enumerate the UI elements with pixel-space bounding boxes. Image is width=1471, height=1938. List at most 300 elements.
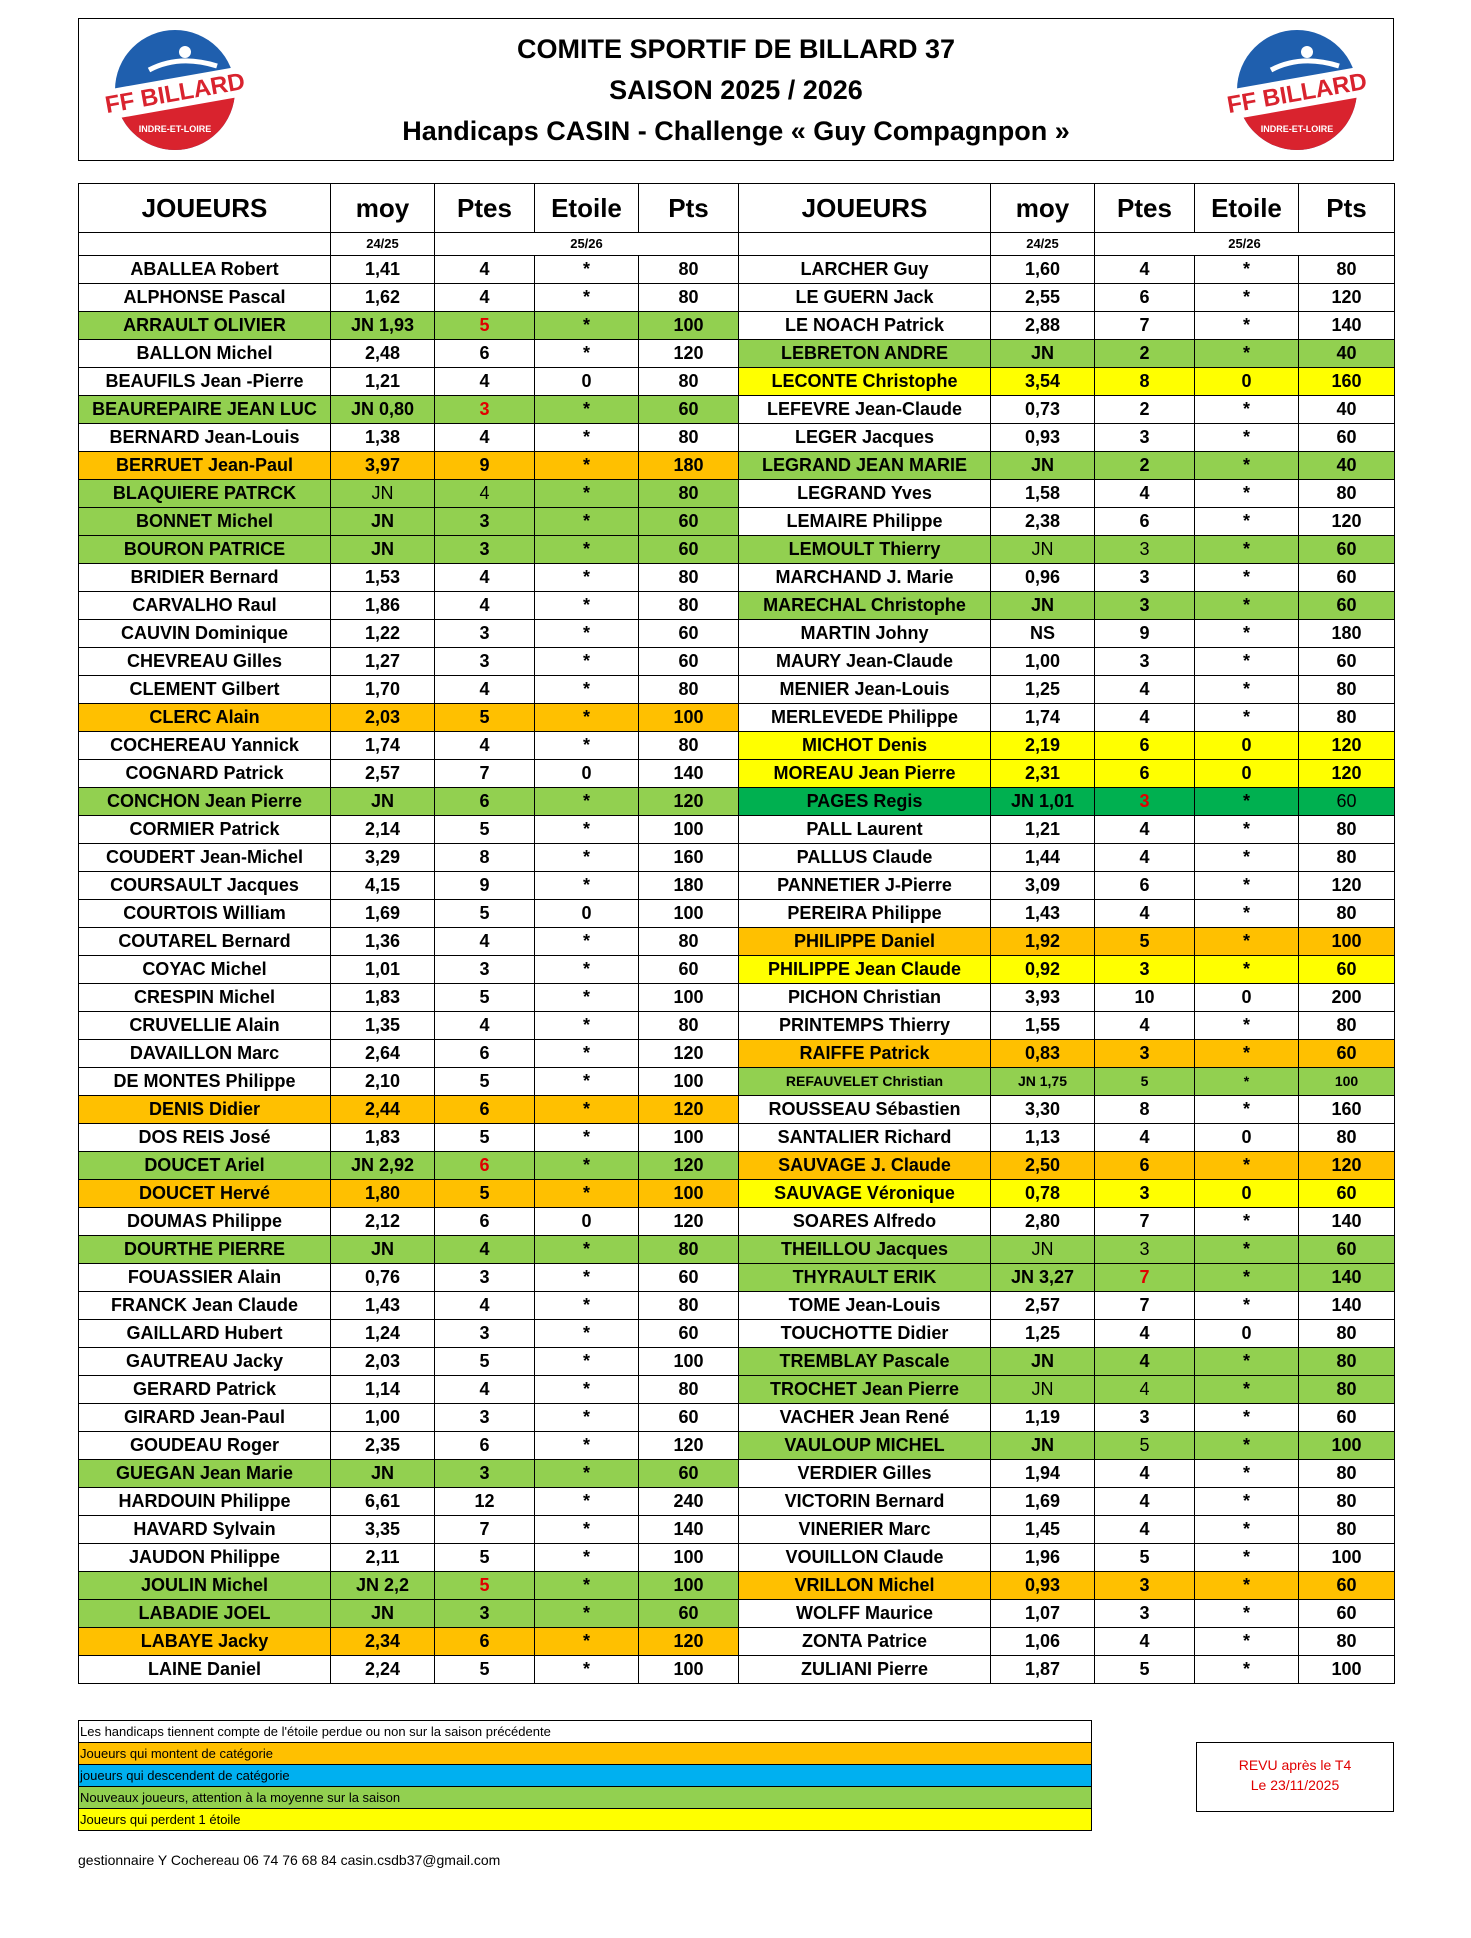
cell-moy: 1,60 xyxy=(991,256,1095,284)
cell-etoile: * xyxy=(535,1600,639,1628)
cell-name: GIRARD Jean-Paul xyxy=(79,1404,331,1432)
cell-ptes: 6 xyxy=(435,1628,535,1656)
cell-ptes: 6 xyxy=(1095,760,1195,788)
cell-name: LAINE Daniel xyxy=(79,1656,331,1684)
cell-name: CRUVELLIE Alain xyxy=(79,1012,331,1040)
cell-ptes: 5 xyxy=(435,984,535,1012)
table-row xyxy=(79,1012,1395,1040)
cell-pts: 80 xyxy=(639,564,739,592)
cell-pts: 100 xyxy=(639,312,739,340)
col-joueurs-left: JOUEURS xyxy=(79,184,331,233)
cell-ptes: 2 xyxy=(1095,340,1195,368)
ff-billard-logo-left xyxy=(89,28,261,152)
cell-name: GAILLARD Hubert xyxy=(79,1320,331,1348)
cell-ptes: 4 xyxy=(435,928,535,956)
table-row xyxy=(79,592,1395,620)
cell-name: PHILIPPE Daniel xyxy=(739,928,991,956)
logo-text: FF BILLARD xyxy=(103,67,248,120)
cell-ptes: 5 xyxy=(435,312,535,340)
cell-etoile: * xyxy=(535,620,639,648)
table-row xyxy=(79,1432,1395,1460)
cell-pts: 100 xyxy=(639,1544,739,1572)
cell-name: BALLON Michel xyxy=(79,340,331,368)
cell-moy: 1,44 xyxy=(991,844,1095,872)
cell-ptes: 3 xyxy=(435,1264,535,1292)
cell-moy: JN xyxy=(331,1460,435,1488)
cell-moy: 2,50 xyxy=(991,1152,1095,1180)
cell-pts: 80 xyxy=(1299,256,1395,284)
cell-name: DOS REIS José xyxy=(79,1124,331,1152)
table-subheader-row xyxy=(79,233,1395,256)
cell-ptes: 3 xyxy=(1095,1180,1195,1208)
table-row xyxy=(79,452,1395,480)
cell-name: MAURY Jean-Claude xyxy=(739,648,991,676)
cell-etoile: 0 xyxy=(535,760,639,788)
cell-etoile: * xyxy=(1195,1516,1299,1544)
cell-ptes: 6 xyxy=(435,1208,535,1236)
cell-moy: 0,93 xyxy=(991,424,1095,452)
header-box xyxy=(78,18,1394,161)
cell-pts: 60 xyxy=(1299,1180,1395,1208)
table-row xyxy=(79,396,1395,424)
cell-pts: 100 xyxy=(639,816,739,844)
cell-moy: JN xyxy=(331,508,435,536)
cell-ptes: 6 xyxy=(1095,732,1195,760)
cell-pts: 80 xyxy=(639,256,739,284)
legend xyxy=(78,1720,1092,1831)
cell-ptes: 3 xyxy=(1095,1572,1195,1600)
cell-name: BONNET Michel xyxy=(79,508,331,536)
cell-etoile: * xyxy=(535,396,639,424)
logo-subtext: INDRE-ET-LOIRE xyxy=(1260,124,1334,134)
cell-etoile: * xyxy=(1195,480,1299,508)
cell-etoile: * xyxy=(535,284,639,312)
cell-name: ZONTA Patrice xyxy=(739,1628,991,1656)
cell-name: PICHON Christian xyxy=(739,984,991,1012)
cell-ptes: 7 xyxy=(435,760,535,788)
cell-moy: JN xyxy=(991,1236,1095,1264)
cell-etoile: * xyxy=(535,424,639,452)
cell-name: BERNARD Jean-Louis xyxy=(79,424,331,452)
cell-name: CLERC Alain xyxy=(79,704,331,732)
cell-etoile: * xyxy=(1195,284,1299,312)
cell-name: ARRAULT OLIVIER xyxy=(79,312,331,340)
cell-name: SOARES Alfredo xyxy=(739,1208,991,1236)
cell-pts: 100 xyxy=(639,900,739,928)
cell-name: DOUCET Ariel xyxy=(79,1152,331,1180)
cell-pts: 120 xyxy=(639,788,739,816)
cell-name: ABALLEA Robert xyxy=(79,256,331,284)
cell-etoile: * xyxy=(1195,900,1299,928)
cell-moy: 1,53 xyxy=(331,564,435,592)
legend-item: Nouveaux joueurs, attention à la moyenne sur la saison xyxy=(79,1786,1091,1808)
cell-moy: 1,38 xyxy=(331,424,435,452)
cell-ptes: 4 xyxy=(1095,1628,1195,1656)
cell-pts: 80 xyxy=(639,732,739,760)
table-row xyxy=(79,1376,1395,1404)
cell-moy: 1,00 xyxy=(331,1404,435,1432)
cell-moy: 6,61 xyxy=(331,1488,435,1516)
cell-ptes: 4 xyxy=(1095,256,1195,284)
cell-etoile: * xyxy=(535,1292,639,1320)
cell-moy: 1,25 xyxy=(991,676,1095,704)
cell-moy: 1,86 xyxy=(331,592,435,620)
cell-moy: 1,06 xyxy=(991,1628,1095,1656)
cell-ptes: 2 xyxy=(1095,452,1195,480)
cell-name: SANTALIER Richard xyxy=(739,1124,991,1152)
cell-ptes: 3 xyxy=(435,1404,535,1432)
cell-name: VRILLON Michel xyxy=(739,1572,991,1600)
cell-pts: 120 xyxy=(1299,732,1395,760)
cell-pts: 120 xyxy=(1299,284,1395,312)
cell-moy: 2,12 xyxy=(331,1208,435,1236)
cell-ptes: 7 xyxy=(1095,1208,1195,1236)
cell-etoile: * xyxy=(1195,1376,1299,1404)
cell-moy: 2,64 xyxy=(331,1040,435,1068)
cell-pts: 60 xyxy=(1299,1572,1395,1600)
cell-etoile: * xyxy=(535,1488,639,1516)
cell-ptes: 12 xyxy=(435,1488,535,1516)
cell-ptes: 4 xyxy=(435,1236,535,1264)
cell-pts: 60 xyxy=(1299,424,1395,452)
cell-pts: 40 xyxy=(1299,452,1395,480)
table-row xyxy=(79,1040,1395,1068)
cell-ptes: 8 xyxy=(435,844,535,872)
cell-pts: 60 xyxy=(1299,788,1395,816)
cell-etoile: * xyxy=(1195,1628,1299,1656)
cell-ptes: 6 xyxy=(1095,508,1195,536)
cell-moy: 1,69 xyxy=(991,1488,1095,1516)
cell-etoile: * xyxy=(535,1152,639,1180)
cell-ptes: 3 xyxy=(435,956,535,984)
cell-name: PRINTEMPS Thierry xyxy=(739,1012,991,1040)
cell-moy: 2,57 xyxy=(331,760,435,788)
cell-pts: 60 xyxy=(1299,648,1395,676)
cell-name: MARTIN Johny xyxy=(739,620,991,648)
cell-ptes: 3 xyxy=(1095,956,1195,984)
cell-moy: 2,03 xyxy=(331,1348,435,1376)
cell-name: COURTOIS William xyxy=(79,900,331,928)
cell-pts: 80 xyxy=(1299,676,1395,704)
table-row xyxy=(79,844,1395,872)
sub-moy-season: 24/25 xyxy=(331,233,435,256)
cell-etoile: * xyxy=(1195,816,1299,844)
cell-etoile: * xyxy=(535,1180,639,1208)
cell-name: RAIFFE Patrick xyxy=(739,1040,991,1068)
cell-etoile: * xyxy=(535,536,639,564)
cell-pts: 100 xyxy=(639,1180,739,1208)
table-row xyxy=(79,1600,1395,1628)
cell-name: LE GUERN Jack xyxy=(739,284,991,312)
cell-moy: 1,19 xyxy=(991,1404,1095,1432)
cell-pts: 120 xyxy=(639,1208,739,1236)
cell-pts: 100 xyxy=(639,704,739,732)
cell-ptes: 3 xyxy=(435,1460,535,1488)
cell-moy: JN xyxy=(331,480,435,508)
cell-name: TOME Jean-Louis xyxy=(739,1292,991,1320)
cell-name: VACHER Jean René xyxy=(739,1404,991,1432)
cell-moy: 0,96 xyxy=(991,564,1095,592)
cell-name: LEMOULT Thierry xyxy=(739,536,991,564)
cell-moy: 2,44 xyxy=(331,1096,435,1124)
cell-name: DOURTHE PIERRE xyxy=(79,1236,331,1264)
cell-pts: 60 xyxy=(639,396,739,424)
cell-etoile: 0 xyxy=(1195,1320,1299,1348)
table-row xyxy=(79,1572,1395,1600)
cell-pts: 120 xyxy=(1299,508,1395,536)
cell-pts: 100 xyxy=(639,1068,739,1096)
cell-ptes: 3 xyxy=(435,1600,535,1628)
cell-name: LEGER Jacques xyxy=(739,424,991,452)
cell-pts: 60 xyxy=(639,1460,739,1488)
cell-moy: 1,87 xyxy=(991,1656,1095,1684)
cell-moy: 1,92 xyxy=(991,928,1095,956)
sub-etoile-season: 25/26 xyxy=(1095,233,1395,256)
cell-ptes: 6 xyxy=(435,1152,535,1180)
cell-name: TREMBLAY Pascale xyxy=(739,1348,991,1376)
cell-pts: 80 xyxy=(1299,1488,1395,1516)
cell-name: LE NOACH Patrick xyxy=(739,312,991,340)
table-row xyxy=(79,1460,1395,1488)
cell-ptes: 6 xyxy=(1095,284,1195,312)
cell-etoile: * xyxy=(1195,1068,1299,1096)
cell-name: MICHOT Denis xyxy=(739,732,991,760)
cell-moy: 1,62 xyxy=(331,284,435,312)
cell-ptes: 4 xyxy=(1095,816,1195,844)
col-moy-left: moy xyxy=(331,184,435,233)
cell-moy: 2,80 xyxy=(991,1208,1095,1236)
table-row xyxy=(79,1292,1395,1320)
cell-pts: 60 xyxy=(1299,956,1395,984)
cell-pts: 60 xyxy=(1299,536,1395,564)
cell-ptes: 4 xyxy=(1095,1124,1195,1152)
title-block xyxy=(269,29,1203,152)
cell-name: CRESPIN Michel xyxy=(79,984,331,1012)
cell-ptes: 4 xyxy=(1095,1012,1195,1040)
cell-etoile: * xyxy=(1195,508,1299,536)
cell-moy: JN xyxy=(991,1432,1095,1460)
cell-ptes: 5 xyxy=(1095,1544,1195,1572)
cell-etoile: * xyxy=(1195,564,1299,592)
cell-ptes: 9 xyxy=(435,872,535,900)
cell-moy: 2,10 xyxy=(331,1068,435,1096)
cell-moy: JN xyxy=(991,592,1095,620)
cell-pts: 80 xyxy=(639,1376,739,1404)
cell-name: VOUILLON Claude xyxy=(739,1544,991,1572)
cell-pts: 100 xyxy=(639,1572,739,1600)
cell-moy: 1,94 xyxy=(991,1460,1095,1488)
cell-name: CLEMENT Gilbert xyxy=(79,676,331,704)
cell-pts: 100 xyxy=(639,1124,739,1152)
title-line-2: SAISON 2025 / 2026 xyxy=(609,75,863,105)
cell-ptes: 6 xyxy=(435,788,535,816)
cell-moy: 1,41 xyxy=(331,256,435,284)
cell-pts: 120 xyxy=(639,1040,739,1068)
cell-ptes: 4 xyxy=(435,564,535,592)
table-header-row xyxy=(79,184,1395,233)
cell-etoile: * xyxy=(1195,1264,1299,1292)
cell-pts: 80 xyxy=(639,480,739,508)
cell-pts: 120 xyxy=(1299,760,1395,788)
cell-pts: 140 xyxy=(639,1516,739,1544)
cell-ptes: 3 xyxy=(1095,1040,1195,1068)
cell-moy: 1,35 xyxy=(331,1012,435,1040)
table-row xyxy=(79,928,1395,956)
cell-etoile: * xyxy=(1195,1348,1299,1376)
cell-moy: 3,93 xyxy=(991,984,1095,1012)
revision-line-1: REVU après le T4 xyxy=(1238,1757,1352,1773)
cell-etoile: * xyxy=(535,1376,639,1404)
cell-moy: 3,97 xyxy=(331,452,435,480)
cell-ptes: 4 xyxy=(435,676,535,704)
cell-moy: 2,55 xyxy=(991,284,1095,312)
cell-name: WOLFF Maurice xyxy=(739,1600,991,1628)
cell-name: LABAYE Jacky xyxy=(79,1628,331,1656)
cell-ptes: 3 xyxy=(1095,564,1195,592)
cell-name: VINERIER Marc xyxy=(739,1516,991,1544)
cell-ptes: 8 xyxy=(1095,368,1195,396)
cell-etoile: * xyxy=(1195,452,1299,480)
col-joueurs-right: JOUEURS xyxy=(739,184,991,233)
table-row xyxy=(79,256,1395,284)
cell-etoile: * xyxy=(535,480,639,508)
cell-ptes: 5 xyxy=(435,1656,535,1684)
table-row xyxy=(79,424,1395,452)
table-row xyxy=(79,284,1395,312)
cell-pts: 60 xyxy=(639,620,739,648)
cell-name: LEFEVRE Jean-Claude xyxy=(739,396,991,424)
cell-moy: 1,22 xyxy=(331,620,435,648)
cell-moy: 1,55 xyxy=(991,1012,1095,1040)
cell-pts: 60 xyxy=(1299,1236,1395,1264)
cell-moy: 0,92 xyxy=(991,956,1095,984)
cell-moy: 1,00 xyxy=(991,648,1095,676)
cell-name: MOREAU Jean Pierre xyxy=(739,760,991,788)
cell-name: LEBRETON ANDRE xyxy=(739,340,991,368)
table-row xyxy=(79,1124,1395,1152)
table-row xyxy=(79,480,1395,508)
table-row xyxy=(79,648,1395,676)
cell-moy: 1,24 xyxy=(331,1320,435,1348)
cell-name: JOULIN Michel xyxy=(79,1572,331,1600)
cell-etoile: * xyxy=(1195,1488,1299,1516)
cell-ptes: 6 xyxy=(435,1096,535,1124)
cell-etoile: * xyxy=(1195,648,1299,676)
cell-ptes: 3 xyxy=(1095,536,1195,564)
cell-moy: 2,11 xyxy=(331,1544,435,1572)
cell-ptes: 5 xyxy=(435,1124,535,1152)
cell-moy: JN xyxy=(991,1376,1095,1404)
legend-item: Joueurs qui perdent 1 étoile xyxy=(79,1808,1091,1830)
cell-moy: 0,78 xyxy=(991,1180,1095,1208)
cell-moy: 1,07 xyxy=(991,1600,1095,1628)
table-row xyxy=(79,956,1395,984)
cell-etoile: * xyxy=(535,340,639,368)
cell-name: COUDERT Jean-Michel xyxy=(79,844,331,872)
cell-ptes: 3 xyxy=(435,536,535,564)
cell-name: BEAUREPAIRE JEAN LUC xyxy=(79,396,331,424)
cell-ptes: 3 xyxy=(435,396,535,424)
title-line-1: COMITE SPORTIF DE BILLARD 37 xyxy=(516,34,956,64)
cell-etoile: 0 xyxy=(535,368,639,396)
cell-name: GUEGAN Jean Marie xyxy=(79,1460,331,1488)
cell-etoile: 0 xyxy=(1195,368,1299,396)
cell-moy: 1,83 xyxy=(331,984,435,1012)
cell-ptes: 4 xyxy=(1095,1516,1195,1544)
table-row xyxy=(79,760,1395,788)
cell-name: DAVAILLON Marc xyxy=(79,1040,331,1068)
col-moy-right: moy xyxy=(991,184,1095,233)
cell-ptes: 5 xyxy=(435,1572,535,1600)
cell-moy: JN xyxy=(331,788,435,816)
table-row xyxy=(79,816,1395,844)
cell-ptes: 6 xyxy=(435,1040,535,1068)
cell-pts: 80 xyxy=(1299,844,1395,872)
cell-ptes: 3 xyxy=(435,508,535,536)
cell-pts: 160 xyxy=(1299,1096,1395,1124)
cell-moy: 1,43 xyxy=(331,1292,435,1320)
cell-name: VAULOUP MICHEL xyxy=(739,1432,991,1460)
cell-ptes: 5 xyxy=(435,816,535,844)
cell-etoile: 0 xyxy=(1195,732,1299,760)
cell-moy: JN xyxy=(991,340,1095,368)
cell-ptes: 7 xyxy=(1095,1264,1195,1292)
cell-ptes: 3 xyxy=(1095,1600,1195,1628)
cell-ptes: 6 xyxy=(435,1432,535,1460)
cell-ptes: 4 xyxy=(435,480,535,508)
cell-moy: JN xyxy=(991,536,1095,564)
footer-contact: gestionnaire Y Cochereau 06 74 76 68 84 casin.csdb37@gmail.com xyxy=(78,1852,501,1868)
cell-etoile: * xyxy=(535,508,639,536)
cell-moy: 1,21 xyxy=(331,368,435,396)
cell-moy: 1,36 xyxy=(331,928,435,956)
cell-pts: 120 xyxy=(1299,872,1395,900)
cell-moy: 3,35 xyxy=(331,1516,435,1544)
cell-name: FRANCK Jean Claude xyxy=(79,1292,331,1320)
cell-pts: 100 xyxy=(639,984,739,1012)
cell-etoile: * xyxy=(1195,928,1299,956)
legend-item: joueurs qui descendent de catégorie xyxy=(79,1764,1091,1786)
cell-ptes: 5 xyxy=(435,1348,535,1376)
cell-moy: 2,14 xyxy=(331,816,435,844)
cell-etoile: 0 xyxy=(535,1208,639,1236)
cell-moy: 3,30 xyxy=(991,1096,1095,1124)
cell-etoile: 0 xyxy=(1195,984,1299,1012)
cell-pts: 140 xyxy=(639,760,739,788)
cell-ptes: 4 xyxy=(1095,676,1195,704)
cell-ptes: 4 xyxy=(435,284,535,312)
cell-name: HARDOUIN Philippe xyxy=(79,1488,331,1516)
cell-etoile: * xyxy=(1195,872,1299,900)
cell-name: REFAUVELET Christian xyxy=(739,1068,991,1096)
cell-pts: 80 xyxy=(639,424,739,452)
cell-etoile: * xyxy=(1195,396,1299,424)
cell-ptes: 4 xyxy=(435,256,535,284)
cell-pts: 80 xyxy=(639,1236,739,1264)
cell-ptes: 7 xyxy=(1095,1292,1195,1320)
cell-etoile: 0 xyxy=(1195,1180,1299,1208)
cell-ptes: 5 xyxy=(435,900,535,928)
logo-text: FF BILLARD xyxy=(1225,67,1370,120)
cell-moy: 0,93 xyxy=(991,1572,1095,1600)
cell-ptes: 4 xyxy=(1095,844,1195,872)
cell-etoile: * xyxy=(535,816,639,844)
cell-etoile: * xyxy=(1195,1572,1299,1600)
table-row xyxy=(79,1208,1395,1236)
cell-moy: JN xyxy=(331,536,435,564)
cell-name: TOUCHOTTE Didier xyxy=(739,1320,991,1348)
cell-ptes: 4 xyxy=(1095,900,1195,928)
